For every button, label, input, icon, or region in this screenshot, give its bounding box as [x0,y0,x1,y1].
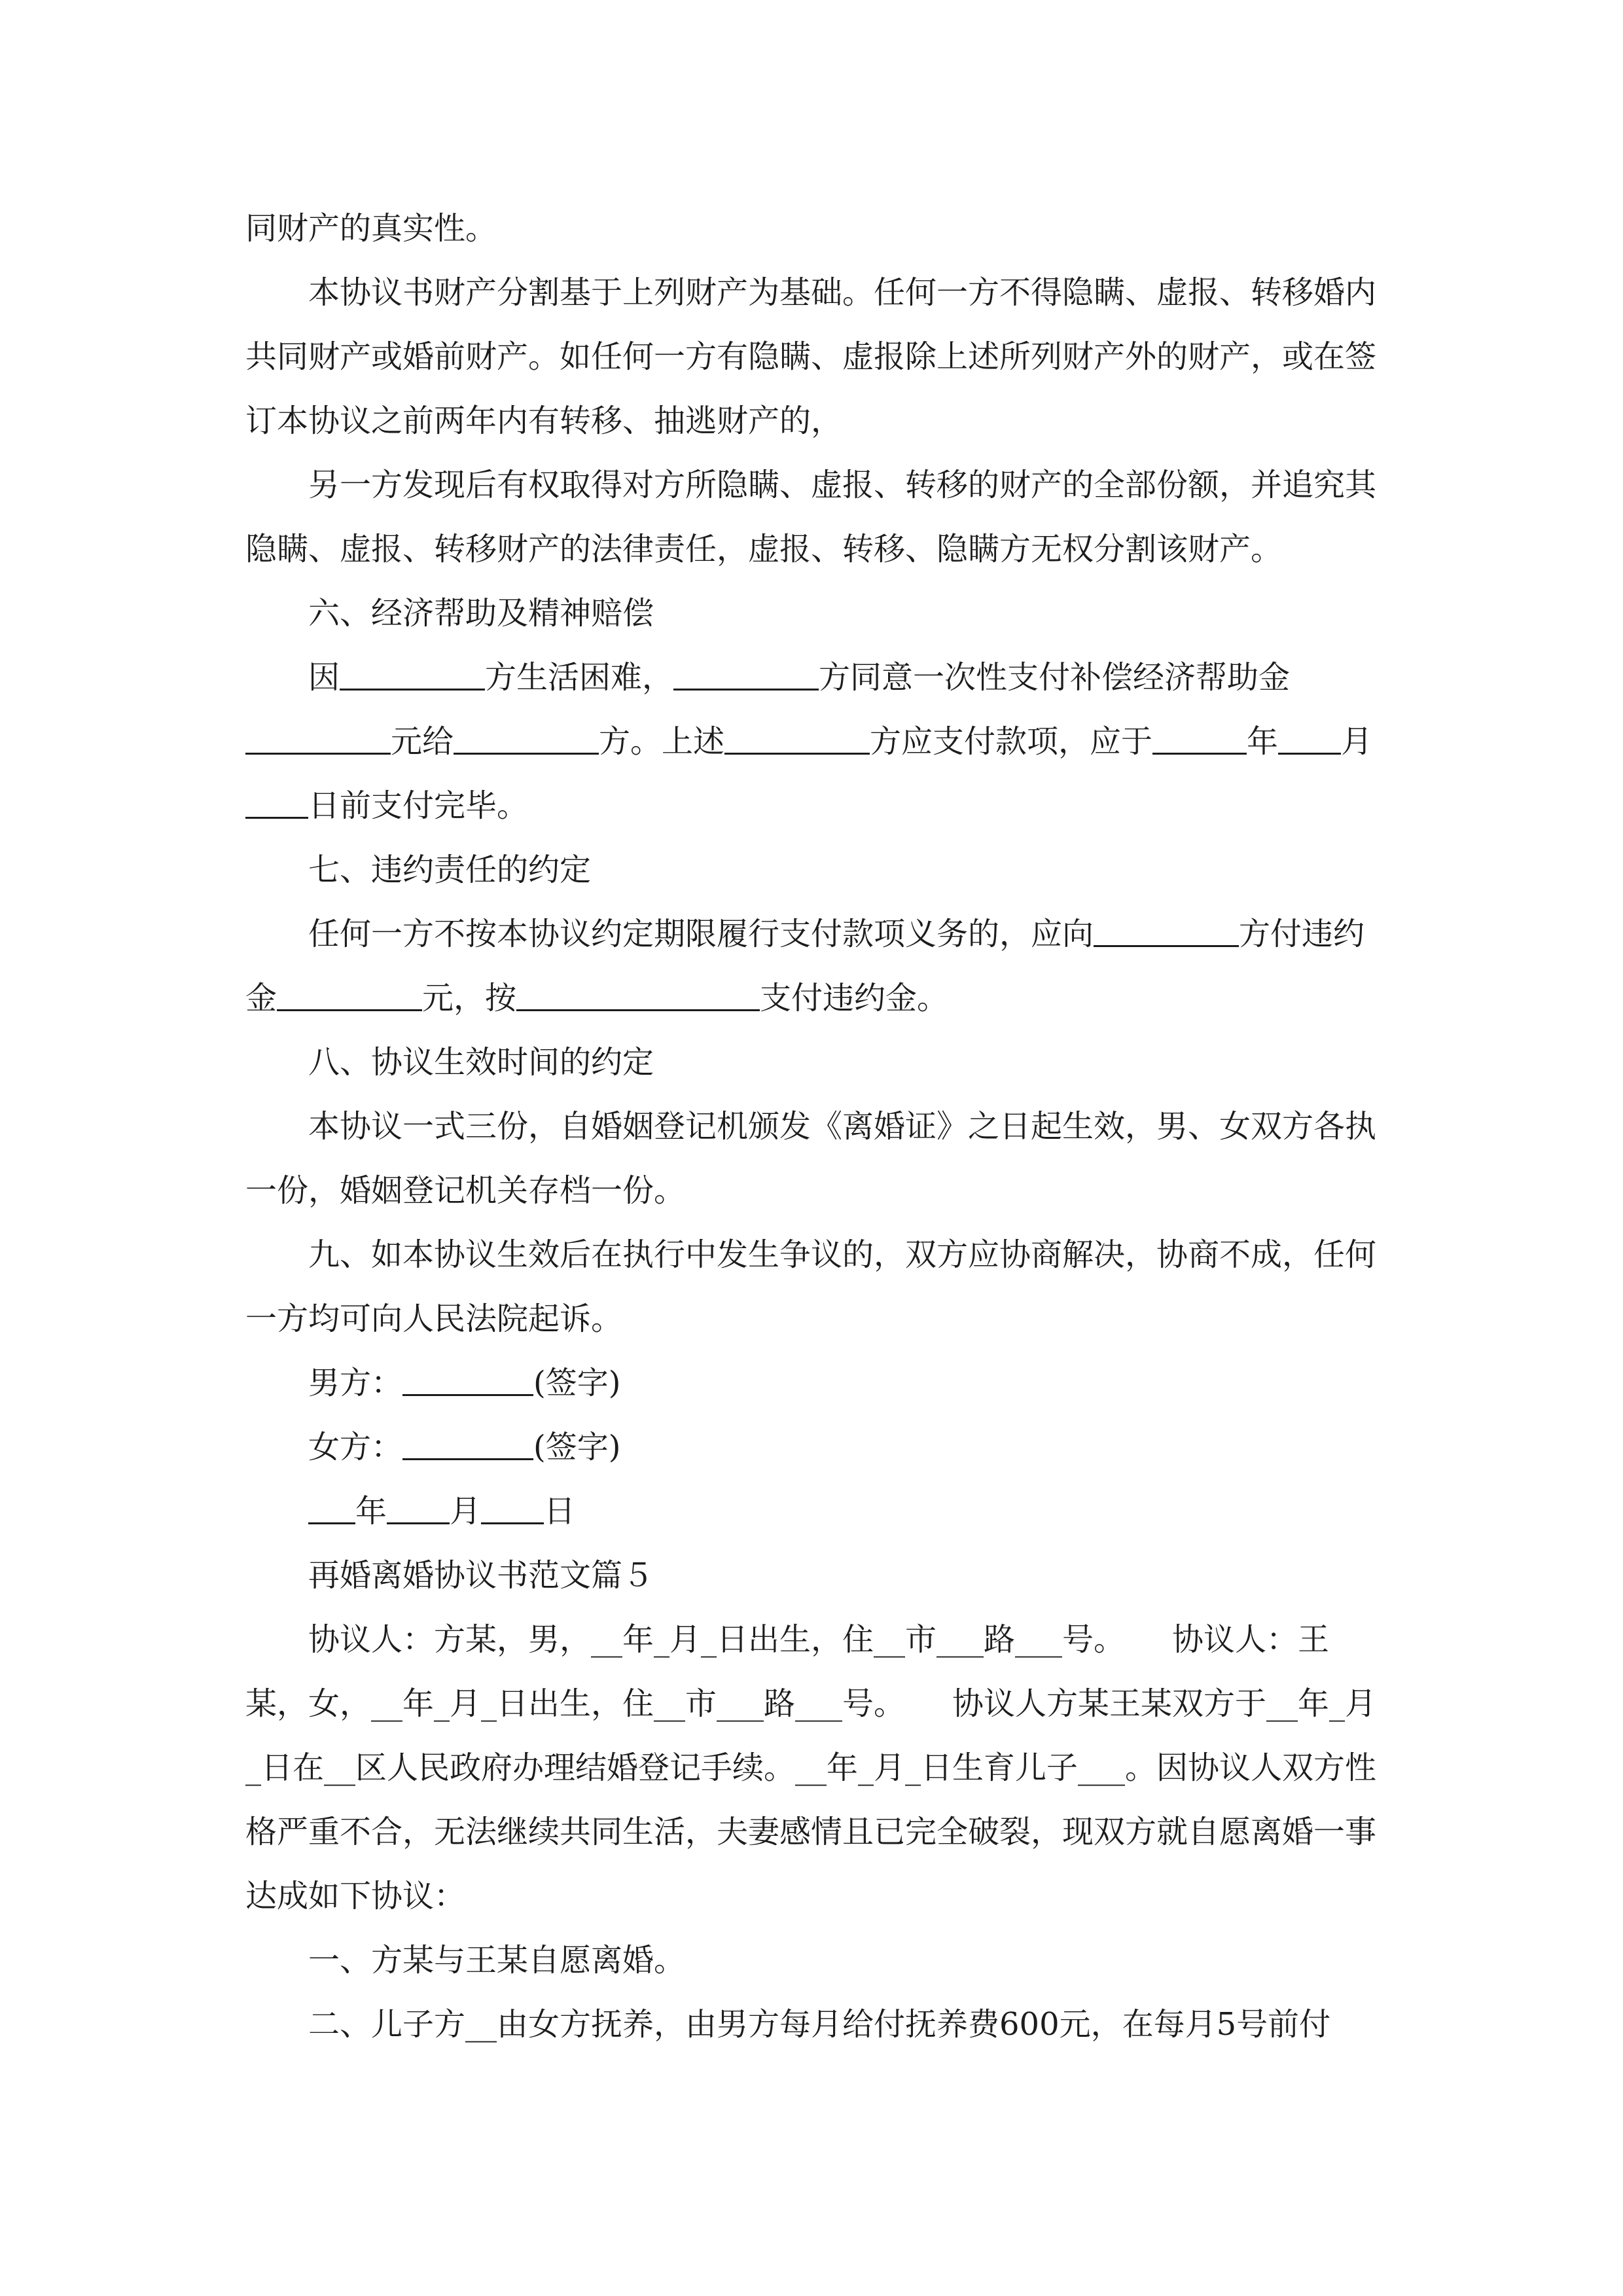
paragraph [245,1992,1378,2056]
paragraph-text: 日前支付完毕。 [308,787,529,824]
paragraph [245,1223,1378,1351]
document-body [245,196,1378,2056]
paragraph [245,1479,1378,1543]
paragraph-text: 一、方某与王某自愿离婚。 [308,1942,686,1979]
fill-in-blank [673,657,819,691]
paragraph-text: 年 [1247,723,1279,760]
paragraph-text: 本协议一式三份，自婚姻登记机颁发《离婚证》之日起生效，男、女双方各执一份，婚姻登记机关存档一份。 [245,1108,1377,1209]
paragraph-text: 因 [308,659,340,696]
paragraph-text: (签字) [533,1429,621,1465]
paragraph-text: 方同意一次性支付补偿经济帮助金 [819,659,1291,696]
fill-in-blank [402,1363,533,1396]
fill-in-blank [1094,914,1239,947]
fill-in-blank [454,721,599,755]
paragraph-text: 任何一方不按本协议约定期限履行支付款项义务的，应向 [308,916,1094,952]
paragraph [245,1094,1378,1223]
fill-in-blank [402,1427,533,1460]
fill-in-blank [245,721,391,755]
paragraph-text: 另一方发现后有权取得对方所隐瞒、虚报、转移的财产的全部份额，并追究其隐瞒、虚报、转移财产的法律责任，虚报、转移、隐瞒方无权分割该财产。 [245,467,1377,567]
paragraph-text: 九、如本协议生效后在执行中发生争议的，双方应协商解决，协商不成，任何一方均可向人民法院起诉。 [245,1236,1377,1337]
fill-in-blank [245,785,308,819]
paragraph [245,838,1378,902]
fill-in-blank [1152,721,1247,755]
paragraph-text: 八、协议生效时间的约定 [308,1044,654,1081]
fill-in-blank [308,1491,355,1524]
paragraph-text: 方生活困难， [485,659,674,696]
fill-in-blank [277,978,422,1011]
paragraph-text: 方应支付款项，应于 [870,723,1153,760]
paragraph-text: 二、儿子方__由女方抚养，由男方每月给付抚养费600元，在每月5号前付 [308,2006,1331,2043]
fill-in-blank [481,1491,544,1524]
paragraph-text: 元给 [391,723,454,760]
paragraph-text: 协议人：方某，男，__年_月_日出生，住__市___路___号。 协议人：王某，女，__年_月_日出生，住__市___路___号。 协议人方某王某双方于__年_月_日在__区人民政府办理结婚登记手续。__年_月_日生育儿子___。因协议人双方性格严重不合，无法继续共同生活，夫妻感情且已完全破裂，现双方就自愿离婚一事达成如下协议： [245,1621,1377,1914]
paragraph [245,260,1378,453]
fill-in-blank [387,1491,450,1524]
paragraph-text: 元，按 [422,980,517,1016]
paragraph [245,902,1378,1030]
paragraph-text: 同财产的真实性。 [245,210,497,247]
paragraph-text: 本协议书财产分割基于上列财产为基础。任何一方不得隐瞒、虚报、转移婚内共同财产或婚前财产。如任何一方有隐瞒、虚报除上述所列财产外的财产，或在签订本协议之前两年内有转移、抽逃财产的， [245,274,1377,439]
fill-in-blank [516,978,760,1011]
paragraph-text: 年 [355,1493,387,1530]
paragraph [245,1351,1378,1415]
paragraph-text: 七、违约责任的约定 [308,852,592,888]
paragraph-text: 女方： [308,1429,403,1465]
paragraph [245,1030,1378,1094]
paragraph [245,1543,1378,1607]
paragraph [245,581,1378,645]
paragraph-text: (签字) [533,1365,621,1401]
fill-in-blank [1278,721,1341,755]
paragraph-text: 方付违约金 [245,916,1365,1016]
paragraph-text: 月 [450,1493,482,1530]
paragraph-text: 再婚离婚协议书范文篇５ [308,1557,654,1594]
paragraph-text: 六、经济帮助及精神赔偿 [308,595,654,632]
fill-in-blank [724,721,870,755]
paragraph [245,645,1378,838]
fill-in-blank [340,657,485,691]
paragraph-text: 男方： [308,1365,403,1401]
paragraph-text: 支付违约金。 [760,980,949,1016]
paragraph-text: 月 [1341,723,1373,760]
paragraph [245,1607,1378,1928]
paragraph [245,453,1378,581]
paragraph [245,1928,1378,1992]
paragraph-text: 方。上述 [599,723,725,760]
paragraph [245,1415,1378,1479]
paragraph [245,196,1378,260]
paragraph-text: 日 [544,1493,576,1530]
